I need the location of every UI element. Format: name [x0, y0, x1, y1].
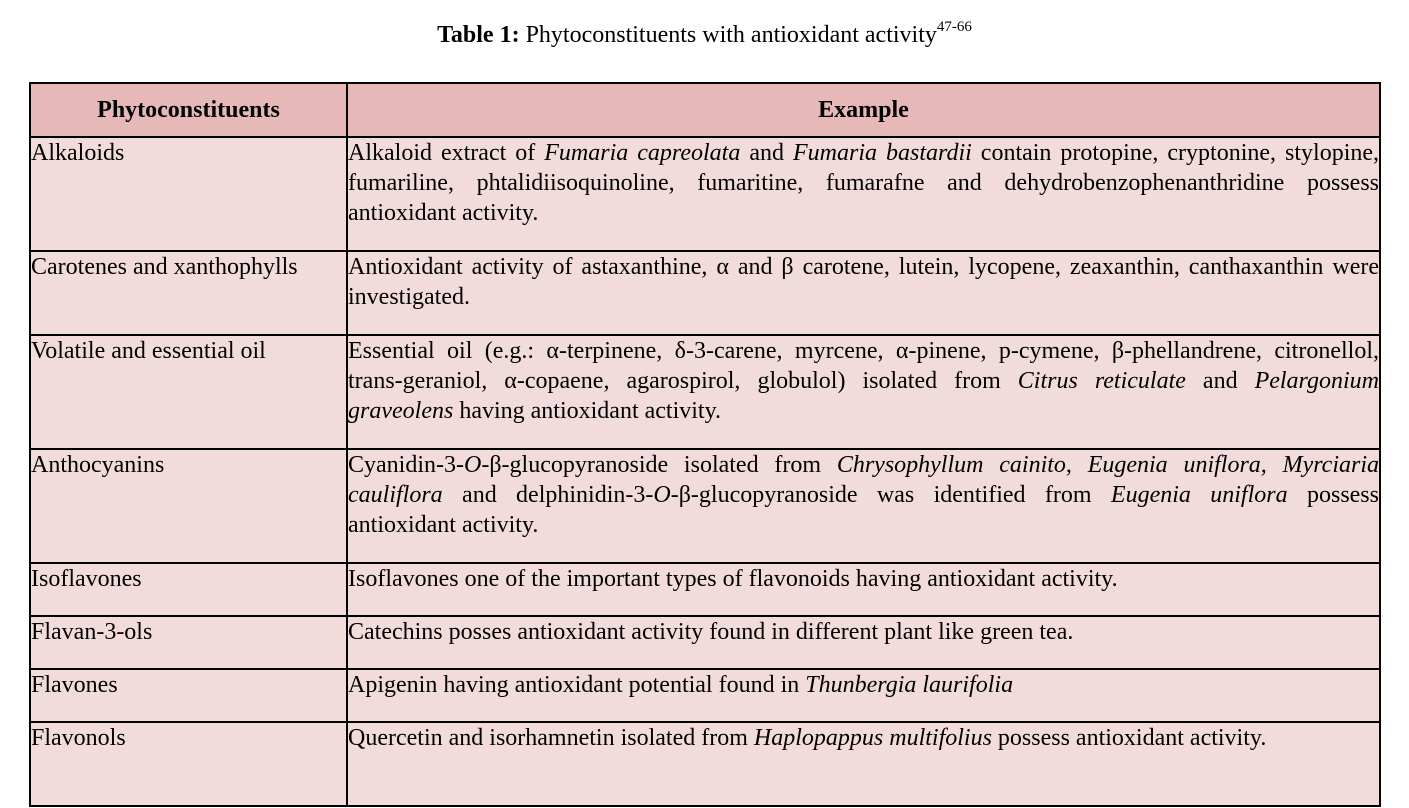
example-text: -β-glucopyranoside isolated from [481, 452, 837, 478]
table-body [30, 137, 1380, 806]
example-text: possess antioxidant activity. [348, 482, 1379, 538]
phytoconstituent-cell: Isoflavones [30, 563, 347, 616]
example-cell [347, 563, 1380, 616]
table-row [30, 449, 1380, 563]
table-row [30, 137, 1380, 251]
phytoconstituent-cell: Flavonols [30, 722, 347, 806]
example-text: Quercetin and isorhamnetin isolated from [348, 725, 754, 751]
table-row [30, 335, 1380, 449]
table-row [30, 563, 1380, 616]
example-text: having antioxidant activity. [453, 398, 722, 424]
species-name: Haplopappus multifolius [753, 725, 992, 751]
example-cell [347, 335, 1380, 449]
species-name: Fumaria bastardii [793, 140, 972, 166]
column-header-example: Example [347, 83, 1380, 137]
example-cell [347, 616, 1380, 669]
phytoconstituent-cell: Volatile and essential oil [30, 335, 347, 449]
example-text: and [1185, 368, 1255, 394]
table-row [30, 669, 1380, 722]
example-text: Isoflavones one of the important types of flavonoids having antioxidant activity. [348, 566, 1118, 592]
example-text: Alkaloid extract of [348, 140, 545, 166]
caption-label: Table 1: [437, 22, 520, 48]
species-name: O [653, 482, 671, 508]
species-name: Eugenia uniflora [1110, 482, 1288, 508]
example-cell [347, 137, 1380, 251]
example-text: possess antioxidant activity. [991, 725, 1267, 751]
table-caption [0, 20, 1409, 50]
example-cell [347, 669, 1380, 722]
example-text: contain protopine, cryptonine, stylopine, fumariline, phtalidiisoquinoline, fumaritine, fumarafne and dehydrobenzophenanthridine possess antioxidant activity. [348, 140, 1380, 226]
caption-reference: 47-66 [936, 19, 972, 35]
caption-text: Phytoconstituents with antioxidant activity [525, 22, 937, 48]
phytoconstituent-cell: Flavones [30, 669, 347, 722]
phytoconstituent-cell: Alkaloids [30, 137, 347, 251]
example-text: Catechins posses antioxidant activity found in different plant like green tea. [348, 619, 1074, 645]
example-text: -β-glucopyranoside was identified from [670, 482, 1111, 508]
species-name: Chrysophyllum cainito, Eugenia uniflora, Myrciaria cauliflora [348, 452, 1380, 508]
phytoconstituents-table [29, 82, 1381, 807]
example-text: Apigenin having antioxidant potential found in [348, 672, 806, 698]
table-row [30, 722, 1380, 806]
species-name: Fumaria capreolata [544, 140, 741, 166]
table-row [30, 251, 1380, 335]
example-text: Antioxidant activity of astaxanthine, α and β carotene, lutein, lycopene, zeaxanthin, canthaxanthin were investigated. [348, 254, 1379, 310]
example-text: and delphinidin-3- [442, 482, 654, 508]
column-header-phytoconstituents: Phytoconstituents [30, 83, 347, 137]
table-row [30, 616, 1380, 669]
example-text: Essential oil (e.g.: α-terpinene, δ-3-carene, myrcene, α-pinene, p-cymene, β-phellandrene, citronellol, trans-geraniol, α-copaene, agarospirol, globulol) isolated from [348, 338, 1379, 394]
example-text: and [740, 140, 793, 166]
species-name: O [463, 452, 482, 478]
example-cell [347, 449, 1380, 563]
phytoconstituent-cell: Anthocyanins [30, 449, 347, 563]
species-name: Thunbergia laurifolia [805, 672, 1014, 698]
species-name: Pelargonium graveolens [348, 368, 1380, 424]
phytoconstituent-cell: Flavan-3-ols [30, 616, 347, 669]
header-row [30, 83, 1380, 137]
example-cell [347, 251, 1380, 335]
phytoconstituent-cell: Carotenes and xanthophylls [30, 251, 347, 335]
example-cell [347, 722, 1380, 806]
species-name: Citrus reticulate [1017, 368, 1186, 394]
example-text: Cyanidin-3- [348, 452, 464, 478]
